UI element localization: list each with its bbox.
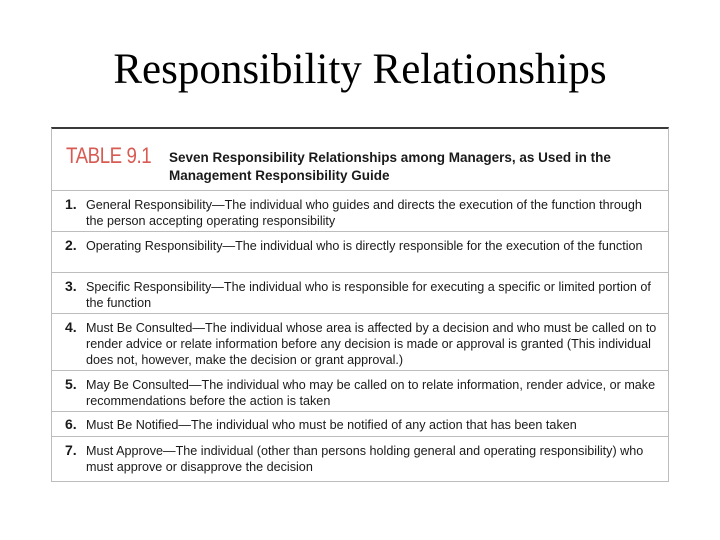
row-number: 3. [65, 278, 77, 294]
row-text: Must Approve—The individual (other than persons holding general and operating responsibility) who must approve or disapprove the decision [86, 444, 644, 474]
table-row [52, 273, 668, 314]
table-header [52, 129, 668, 191]
row-text: Must Be Notified—The individual who must be notified of any action that has been taken [86, 418, 577, 432]
row-number: 6. [65, 416, 77, 432]
table-row [52, 232, 668, 273]
row-text: Specific Responsibility—The individual who is responsible for executing a specific or limited portion of the function [86, 280, 651, 310]
row-number: 5. [65, 376, 77, 392]
row-number: 4. [65, 319, 77, 335]
row-number: 1. [65, 196, 77, 212]
table-number: TABLE 9.1 [66, 143, 152, 168]
table-row [52, 314, 668, 371]
row-number: 7. [65, 442, 77, 458]
table-caption: Seven Responsibility Relationships among Managers, as Used in the Management Responsibility Guide [169, 150, 611, 183]
table-row [52, 412, 668, 437]
row-number: 2. [65, 237, 77, 253]
row-text: Operating Responsibility—The individual who is directly responsible for the execution of the function [86, 239, 643, 253]
slide-title: Responsibility Relationships [113, 46, 607, 93]
table-row [52, 371, 668, 412]
table-row [52, 191, 668, 232]
responsibility-table [51, 127, 669, 482]
table-row [52, 437, 668, 479]
row-text: Must Be Consulted—The individual whose area is affected by a decision and who must be called on to render advice or relate information before any decision is made or approval is granted (This individual does not, however, make the decision or grant approval.) [86, 321, 657, 367]
row-text: General Responsibility—The individual who guides and directs the execution of the function through the person accepting operating responsibility [86, 198, 642, 228]
row-text: May Be Consulted—The individual who may be called on to relate information, render advice, or make recommendations before the action is taken [86, 378, 656, 408]
